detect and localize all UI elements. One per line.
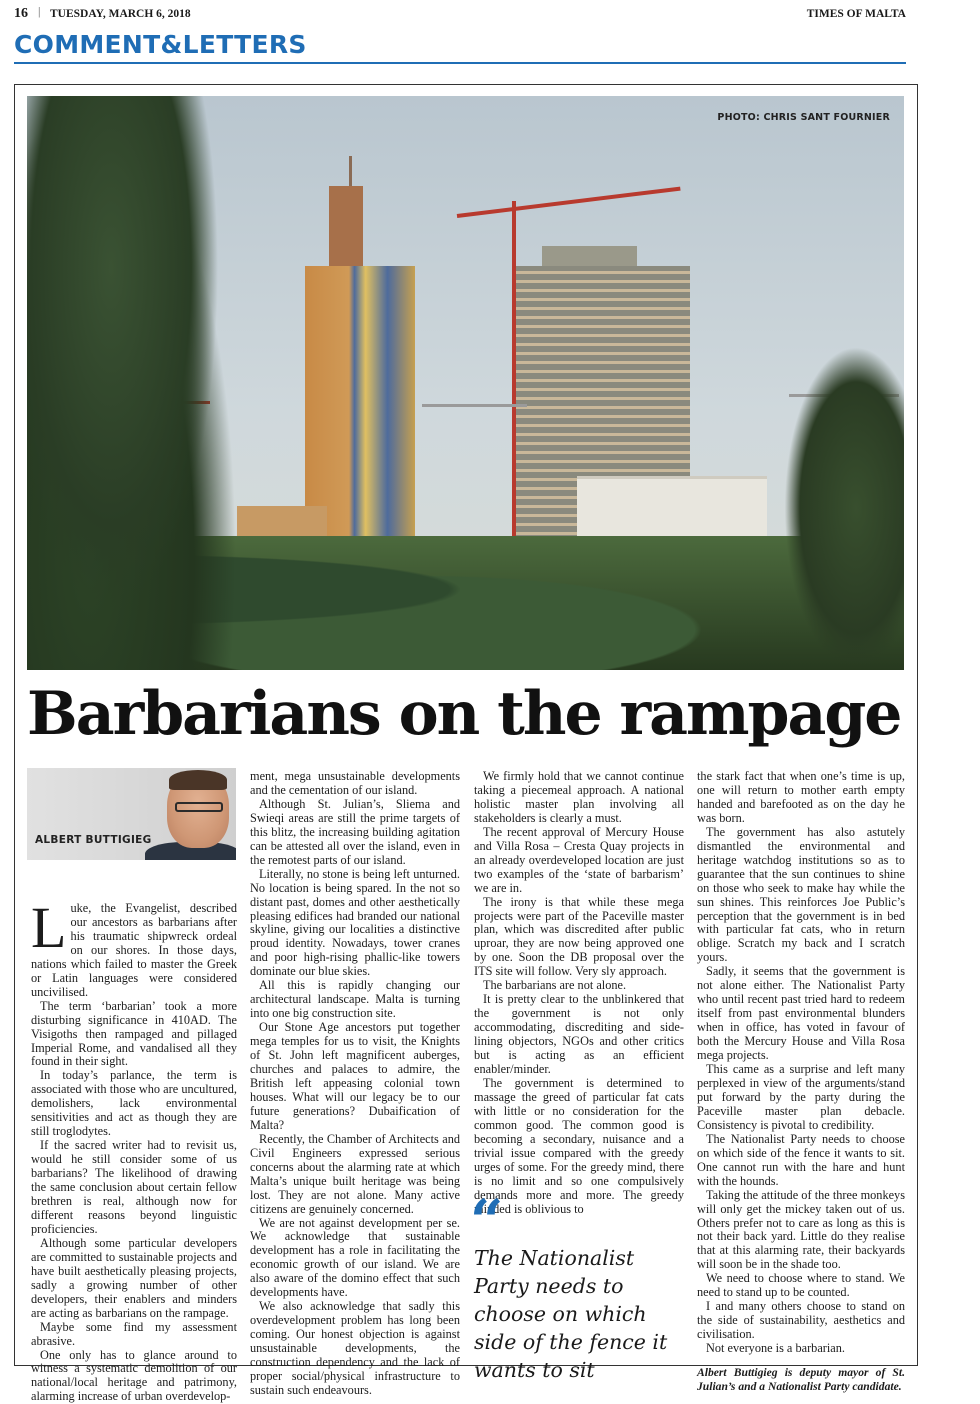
page-number: 16 — [14, 6, 28, 22]
paragraph: Luke, the Evangelist, described our ancestors as barbarians after his traumatic shipwreck ordeal on our shores. In those days, nations which failed to master the Greek or Latin languages were considered uncivilised. — [31, 902, 237, 1000]
photo-credit: PHOTO: CHRIS SANT FOURNIER — [717, 112, 890, 123]
headline: Barbarians on the rampage — [27, 676, 904, 752]
crane-jib — [457, 187, 681, 218]
paragraph: Not everyone is a barbarian. — [697, 1342, 905, 1356]
paragraph: One only has to glance around to witness a systematic demolition of our national/local heritage and patrimony, alarming increase of urban overdevelop- — [31, 1349, 237, 1404]
masthead — [14, 6, 906, 22]
paragraph: I and many others choose to stand on the side of sustainability, aesthetics and civilisation. — [697, 1300, 905, 1342]
paragraph: If the sacred writer had to revisit us, would he still consider some of us barbarians? The likelihood of drawing the same conclusion about certain fellow brethren is real, although now for different reasons beyond linguistic proficiencies. — [31, 1139, 237, 1237]
crane-mid-jib — [422, 404, 527, 407]
masthead-separator: | — [38, 6, 41, 18]
paragraph: The irony is that while these mega projects were part of the Paceville master plan, which was discredited after public uproar, they are now being approved one by one. Soon the DB proposal over the ITS site will follow. Very sly approach. — [474, 896, 684, 980]
paragraph: The term ‘barbarian’ took a more disturbing significance in 410AD. The Visigoths then rampaged and pillaged Imperial Rome, and vandalised all they found in their sight. — [31, 1000, 237, 1070]
section-title: COMMENT&LETTERS — [14, 30, 307, 59]
column-3 — [474, 770, 684, 1217]
column-4 — [697, 770, 905, 1394]
author-name: ALBERT BUTTIGIEG — [35, 834, 152, 846]
paragraph: Maybe some find my assessment abrasive. — [31, 1321, 237, 1349]
paragraph: The barbarians are not alone. — [474, 979, 684, 993]
paragraph: Although some particular developers are committed to sustainable projects and have built aesthetically pleasing projects, sadly a growing number of other developers, their enablers and minders are acting as barbarians on the rampage. — [31, 1237, 237, 1321]
section-rule — [14, 62, 906, 64]
left-tree — [27, 96, 237, 670]
pull-quote: The Nationalist Party needs to choose on which side of the fence it wants to sit — [474, 1244, 686, 1384]
drop-cap: L — [31, 903, 70, 950]
paragraph: Taking the attitude of the three monkeys will only get the mickey taken out of us. Others prefer not to care as long as this is not their back yard. Little do they realise that at this alarming rate, their backyards will soon be in the shade too. — [697, 1189, 905, 1273]
paragraph: Although St. Julian’s, Sliema and Swieqi areas are still the prime targets of this blitz, the increasing building agitation can be attested all over the island, even in the remotest parts of our island. — [250, 798, 460, 868]
paragraph: Our Stone Age ancestors put together mega temples for us to visit, the Knights of St. John left magnificent auberges, churches and palaces to admire, the British left appeasing colonial town houses. What will our legacy be to our future generations? Dubaification of Malta? — [250, 1021, 460, 1133]
paragraph: ment, mega unsustainable developments and the cementation of our island. — [250, 770, 460, 798]
paragraph: Literally, no stone is being left unturned. No location is being spared. In the not so distant past, domes and other aesthetically pleasing edifices had branded our national skyline, giving our localities a distinctive proud identity. Nowadays, tower cranes and poor high-rising phallic-like towers dominate our blue skies. — [250, 868, 460, 980]
right-tree — [784, 346, 904, 670]
issue-date: TUESDAY, MARCH 6, 2018 — [50, 8, 191, 20]
paragraph: The Nationalist Party needs to choose on which side of the fence it wants to sit. One cannot run with the hare and hunt with the hounds. — [697, 1133, 905, 1189]
paragraph: We need to choose where to stand. We need to stand up to be counted. — [697, 1272, 905, 1300]
author-hair — [169, 770, 227, 790]
paragraph: the stark fact that when one’s time is up, one will return to mother earth empty handed and barefooted as on the day he was born. — [697, 770, 905, 826]
tower-top — [329, 186, 363, 271]
paragraph: We firmly hold that we cannot continue taking a piecemeal approach. A national holistic master plan involving all stakeholders is clearly a must. — [474, 770, 684, 826]
glasses-icon — [175, 802, 223, 812]
paragraph: All this is rapidly changing our architectural landscape. Malta is turning into one big construction site. — [250, 979, 460, 1021]
column-1 — [31, 902, 237, 1404]
publication-name: TIMES OF MALTA — [807, 8, 906, 20]
author-bio: Albert Buttigieg is deputy mayor of St. Julian’s and a Nationalist Party candidate. — [697, 1366, 905, 1394]
paragraph: In today’s parlance, the term is associated with those who are uncultured, demolishers, lack environmental sensitivities and act as though they are still troglodytes. — [31, 1069, 237, 1139]
paragraph: Sadly, it seems that the government is not alone either. The Nationalist Party who until recent past tried hard to redeem itself from past environmental blunders when in office, has voted in favour of both the Mercury House and Villa Rosa mega projects. — [697, 965, 905, 1063]
paragraph: It is pretty clear to the unblinkered that the government is not only accommodating, discrediting and side-lining objectors, NGOs and other critics but is acting as an efficient enabler/minder. — [474, 993, 684, 1077]
paragraph: This came as a surprise and left many perplexed in view of the arguments/stand put forward by the party during the Paceville master plan debacle. Consistency is pivotal to credibility. — [697, 1063, 905, 1133]
paragraph: We also acknowledge that sadly this overdevelopment problem has long been coming. Our honest objection is against unsustainable developments, the construction dependency and the lack of proper social/physical infrastructure to sustain such endeavours. — [250, 1300, 460, 1398]
paragraph: The recent approval of Mercury House and Villa Rosa – Cresta Quay projects in an already overdeveloped location are just two examples of the ‘state of barbarism’ we are in. — [474, 826, 684, 896]
quote-icon: “ — [470, 1196, 503, 1246]
column-2 — [250, 770, 460, 1398]
paragraph: The government is determined to massage the greed of particular fat cats with little or no consideration for the common good. The common good is becoming a secondary, nuisance and a trivial issue compared with the greedy urges of some. For the greedy mind, there is no limit and so one compulsively demands more and more. The greedy minded is oblivious to — [474, 1077, 684, 1217]
author-box — [27, 768, 236, 860]
paragraph: Recently, the Chamber of Architects and Civil Engineers expressed serious concerns about the alarming rate at which Malta’s unique built heritage was being lost. They are not alone. Many active citizens are genuinely concerned. — [250, 1133, 460, 1217]
paragraph: The government has also astutely dismantled the environmental and heritage watchdog institutions so as to guarantee that the sun continues to shine on those who seek to make hay while the sun shines. This reinforces Joe Public’s perception that the government is in bed with particular fat cats, who in return oblige. Scratch my back and I scratch yours. — [697, 826, 905, 966]
article-photo — [27, 96, 904, 670]
paragraph: We are not against development per se. We acknowledge that sustainable development has a role in facilitating the economic growth of our island. We are also aware of the domino effect that such developments have. — [250, 1217, 460, 1301]
crane-mast — [512, 201, 516, 586]
